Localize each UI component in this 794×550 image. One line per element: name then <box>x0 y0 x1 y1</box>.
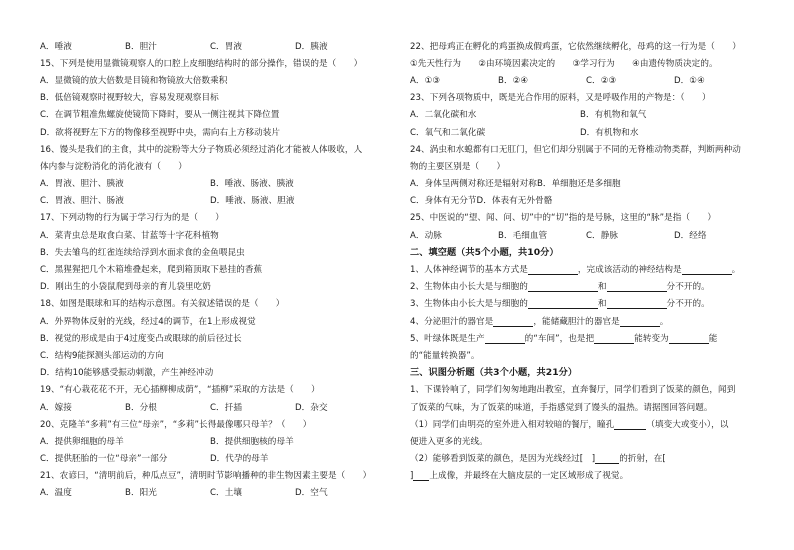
fill-text: 能转变为 <box>634 333 669 344</box>
option-a[interactable]: A．①③ <box>410 75 441 86</box>
fill-question-2 <box>410 279 762 296</box>
fill-text: 的“车间”，也是把 <box>524 333 595 344</box>
option-a[interactable]: A．二氧化碳和水 <box>410 110 477 121</box>
option-d[interactable]: D．结构10能够感受振动刺激，产生神经冲动 <box>40 368 214 379</box>
option-c[interactable]: C．提供胚胎的一位“母亲”一部分 <box>40 454 168 465</box>
option-ab[interactable]: A．身体呈两侧对称还是辐射对称B．单细胞还是多细胞 <box>410 179 621 190</box>
option-c[interactable]: C．氧气和二氧化碳 <box>410 127 486 138</box>
option-b[interactable]: B．视觉的形成是由于4过度变凸或眼球的前后径过长 <box>40 333 242 344</box>
option-c[interactable]: C．胃液、胆汁、肠液 <box>40 196 124 207</box>
answer-blank[interactable] <box>485 334 525 344</box>
option-d[interactable]: D．代孕的母羊 <box>210 454 269 465</box>
option-a[interactable]: A．唾液 <box>40 41 72 52</box>
fill-text: ，完成该活动的神经结构是 <box>577 265 682 276</box>
sub-question-2 <box>410 451 762 468</box>
answer-blank[interactable] <box>682 265 732 275</box>
option-b[interactable]: B．低倍镜观察时视野较大，容易发现观察目标 <box>40 93 219 104</box>
fill-text: （1）同学们由明亮的室外进入相对较暗的餐厅，瞳孔 <box>410 419 615 430</box>
passage-line-2: 了饭菜的气味，为了饭菜的味道，手指感觉到了馒头的温热。请据图回答问题。 <box>410 402 713 413</box>
answer-blank[interactable] <box>413 471 429 481</box>
sub-question-1 <box>410 416 762 433</box>
question-16-cont: 体内参与淀粉消化的消化液有（ ） <box>40 161 187 172</box>
option-c[interactable]: C．土壤 <box>210 488 242 499</box>
option-a[interactable]: A．动脉 <box>410 230 442 241</box>
q23-options-row2 <box>410 124 762 141</box>
option-b[interactable]: B．失去雏鸟的红雀连续给浮到水面求食的金鱼喂昆虫 <box>40 247 245 258</box>
option-b[interactable]: B．②④ <box>498 75 529 86</box>
answer-blank[interactable] <box>607 299 667 309</box>
option-c[interactable]: C．在调节粗准焦螺旋使镜筒下降时，要从一侧注视其下降位置 <box>40 110 280 121</box>
fill-text: 和 <box>597 299 607 310</box>
fill-text: 3、生物体由小长大是与细胞的 <box>410 299 528 310</box>
question-25: 25、中医说的“望、闻、问、切”中的“切”指的是号脉，这里的“脉”是指（ ） <box>410 213 717 224</box>
option-d[interactable]: D．①④ <box>674 75 705 86</box>
option-c[interactable]: C．结构9能探测头部运动的方向 <box>40 350 164 361</box>
sub-question-2-cont <box>410 468 762 485</box>
fill-text: 5、叶绿体既是生产 <box>410 333 485 344</box>
section-fill-in-heading: 二、填空题（共5个小题，共10分） <box>410 246 559 258</box>
answer-blank[interactable] <box>528 265 578 275</box>
answer-blank[interactable] <box>595 454 619 464</box>
fill-text: 分不开的。 <box>666 299 710 310</box>
option-d[interactable]: D．胰液 <box>295 41 328 52</box>
fill-text: ] <box>410 471 414 482</box>
fill-text: 的折射，在[ <box>619 454 666 465</box>
answer-blank[interactable] <box>669 334 709 344</box>
fill-question-3 <box>410 296 762 313</box>
fill-text: （2）能够看到饭菜的颜色，是因为光线经过[ ] <box>410 454 596 465</box>
q22-options <box>410 72 762 89</box>
option-cd[interactable]: C．身体有无分节D．体表有无外骨骼 <box>410 196 553 207</box>
fill-question-4 <box>410 313 762 330</box>
q19-options <box>40 399 380 416</box>
answer-blank[interactable] <box>614 420 646 430</box>
left-column <box>40 38 380 502</box>
question-16: 16、馒头是我们的主食，其中的淀粉等大分子物质必须经过消化才能被人体吸收，人 <box>40 144 363 155</box>
option-a[interactable]: A．菜青虫总是取食白菜、甘蓝等十字花科植物 <box>40 230 219 241</box>
fill-text: （填变大或变小），以 <box>646 419 729 430</box>
option-d[interactable]: D．唾液、肠液、胆液 <box>210 196 295 207</box>
option-c[interactable]: C．②③ <box>586 75 617 86</box>
answer-blank[interactable] <box>594 334 634 344</box>
fill-text: 分不开的。 <box>666 282 710 293</box>
fill-question-1 <box>410 261 762 278</box>
option-c[interactable]: C．扦插 <box>210 402 242 413</box>
option-a[interactable]: A．显微镜的放大倍数是目镜和物镜放大倍数乘积 <box>40 75 228 86</box>
option-d[interactable]: D．空气 <box>295 488 328 499</box>
passage-line-1: 1、下课铃响了，同学们匆匆地跑出教室，直奔餐厅，同学们看到了饭菜的颜色，闻到 <box>410 385 736 396</box>
question-19: 19、“有心栽花花不开，无心插柳柳成荫”，“插柳”采取的方法是（ ） <box>40 385 320 396</box>
fill-question-5 <box>410 330 762 347</box>
answer-blank[interactable] <box>620 317 660 327</box>
fill-text: 。 <box>659 316 669 327</box>
option-a[interactable]: A．提供卵细胞的母羊 <box>40 436 124 447</box>
option-b[interactable]: B．毛细血管 <box>498 230 548 241</box>
option-d[interactable]: D．杂交 <box>295 402 328 413</box>
option-b[interactable]: B．有机物和氧气 <box>580 110 647 121</box>
question-17: 17、下列动物的行为属于学习行为的是（ ） <box>40 213 224 224</box>
question-15: 15、下列是使用显微镜观察人的口腔上皮细胞结构时的部分操作，错误的是（ ） <box>40 58 363 69</box>
q21-options <box>40 485 380 502</box>
option-d[interactable]: D．有机物和水 <box>580 127 639 138</box>
option-a[interactable]: A．嫁接 <box>40 402 72 413</box>
q20-options-row2 <box>40 451 380 468</box>
q16-options-row1 <box>40 176 380 193</box>
q14-options <box>40 38 380 55</box>
option-d[interactable]: D．经络 <box>674 230 707 241</box>
sub-question-1-cont: 便进入更多的光线。 <box>410 436 488 447</box>
option-d[interactable]: D．欲将视野左下方的物像移至视野中央，需向右上方移动装片 <box>40 127 281 138</box>
option-a[interactable]: A．胃液、胆汁、胰液 <box>40 179 124 190</box>
option-b[interactable]: B．分根 <box>125 402 157 413</box>
question-22-items: ①先天性行为 ②由环境因素决定的 ③学习行为 ④由遗传物质决定的。 <box>410 58 718 69</box>
option-c[interactable]: C．黑猩猩把几个木箱堆叠起来，爬到箱顶取下悬挂的香蕉 <box>40 265 263 276</box>
question-24-cont: 物的主要区别是（ ） <box>410 161 506 172</box>
q20-options-row1 <box>40 433 380 450</box>
question-20: 20、克隆羊“多莉”有三位“母亲”，“多莉”长得最像哪只母羊？（ ） <box>40 419 312 430</box>
fill-text: 能 <box>708 333 718 344</box>
option-b[interactable]: B．提供细胞核的母羊 <box>210 436 294 447</box>
option-a[interactable]: A．外界物体反射的光线，经过4的调节，在1上形成视觉 <box>40 316 256 327</box>
question-24: 24、涡虫和水螅都有口无肛门，但它们却分别属于不同的无脊椎动物类群，判断两种动 <box>410 144 741 155</box>
answer-blank[interactable] <box>607 282 667 292</box>
option-c[interactable]: C．静脉 <box>586 230 618 241</box>
fill-text: 。 <box>731 265 741 276</box>
option-d[interactable]: D．刚出生的小袋鼠爬到母亲的育儿袋里吃奶 <box>40 282 211 293</box>
fill-text: 2、生物体由小长大是与细胞的 <box>410 282 528 293</box>
option-c[interactable]: C．胃液 <box>210 41 242 52</box>
q23-options-row1 <box>410 107 762 124</box>
option-b[interactable]: B．阳光 <box>125 488 157 499</box>
fill-text: 上成像，并最终在大脑皮层的一定区域形成了视觉。 <box>429 471 629 482</box>
answer-blank[interactable] <box>493 317 533 327</box>
question-23: 23、下列各项物质中，既是光合作用的原料，又是呼吸作用的产物是：（ ） <box>410 93 711 104</box>
right-column <box>410 38 762 485</box>
fill-text: 4、分泌胆汁的器官是 <box>410 316 494 327</box>
answer-blank[interactable] <box>528 299 598 309</box>
option-a[interactable]: A．温度 <box>40 488 72 499</box>
section-diagram-heading: 三、识图分析题（共3个小题，共21分） <box>410 367 578 379</box>
question-18: 18、如图是眼球和耳的结构示意图。有关叙述错误的是（ ） <box>40 299 285 310</box>
option-b[interactable]: B．唾液、肠液、胰液 <box>210 179 294 190</box>
fill-text: ，能储藏胆汁的器官是 <box>533 316 620 327</box>
question-21: 21、农谚曰，“清明前后，种瓜点豆”，清明时节影响播种的非生物因素主要是（ ） <box>40 471 372 482</box>
q16-options-row2 <box>40 193 380 210</box>
question-22: 22、把母鸡正在孵化的鸡蛋换成假鸡蛋，它依然继续孵化，母鸡的这一行为是（ ） <box>410 41 741 52</box>
fill-question-5-cont: 的“能量转换器”。 <box>410 350 480 361</box>
q25-options <box>410 227 762 244</box>
fill-text: 1、人体神经调节的基本方式是 <box>410 265 528 276</box>
option-b[interactable]: B．胆汁 <box>125 41 157 52</box>
fill-text: 和 <box>597 282 607 293</box>
answer-blank[interactable] <box>528 282 598 292</box>
